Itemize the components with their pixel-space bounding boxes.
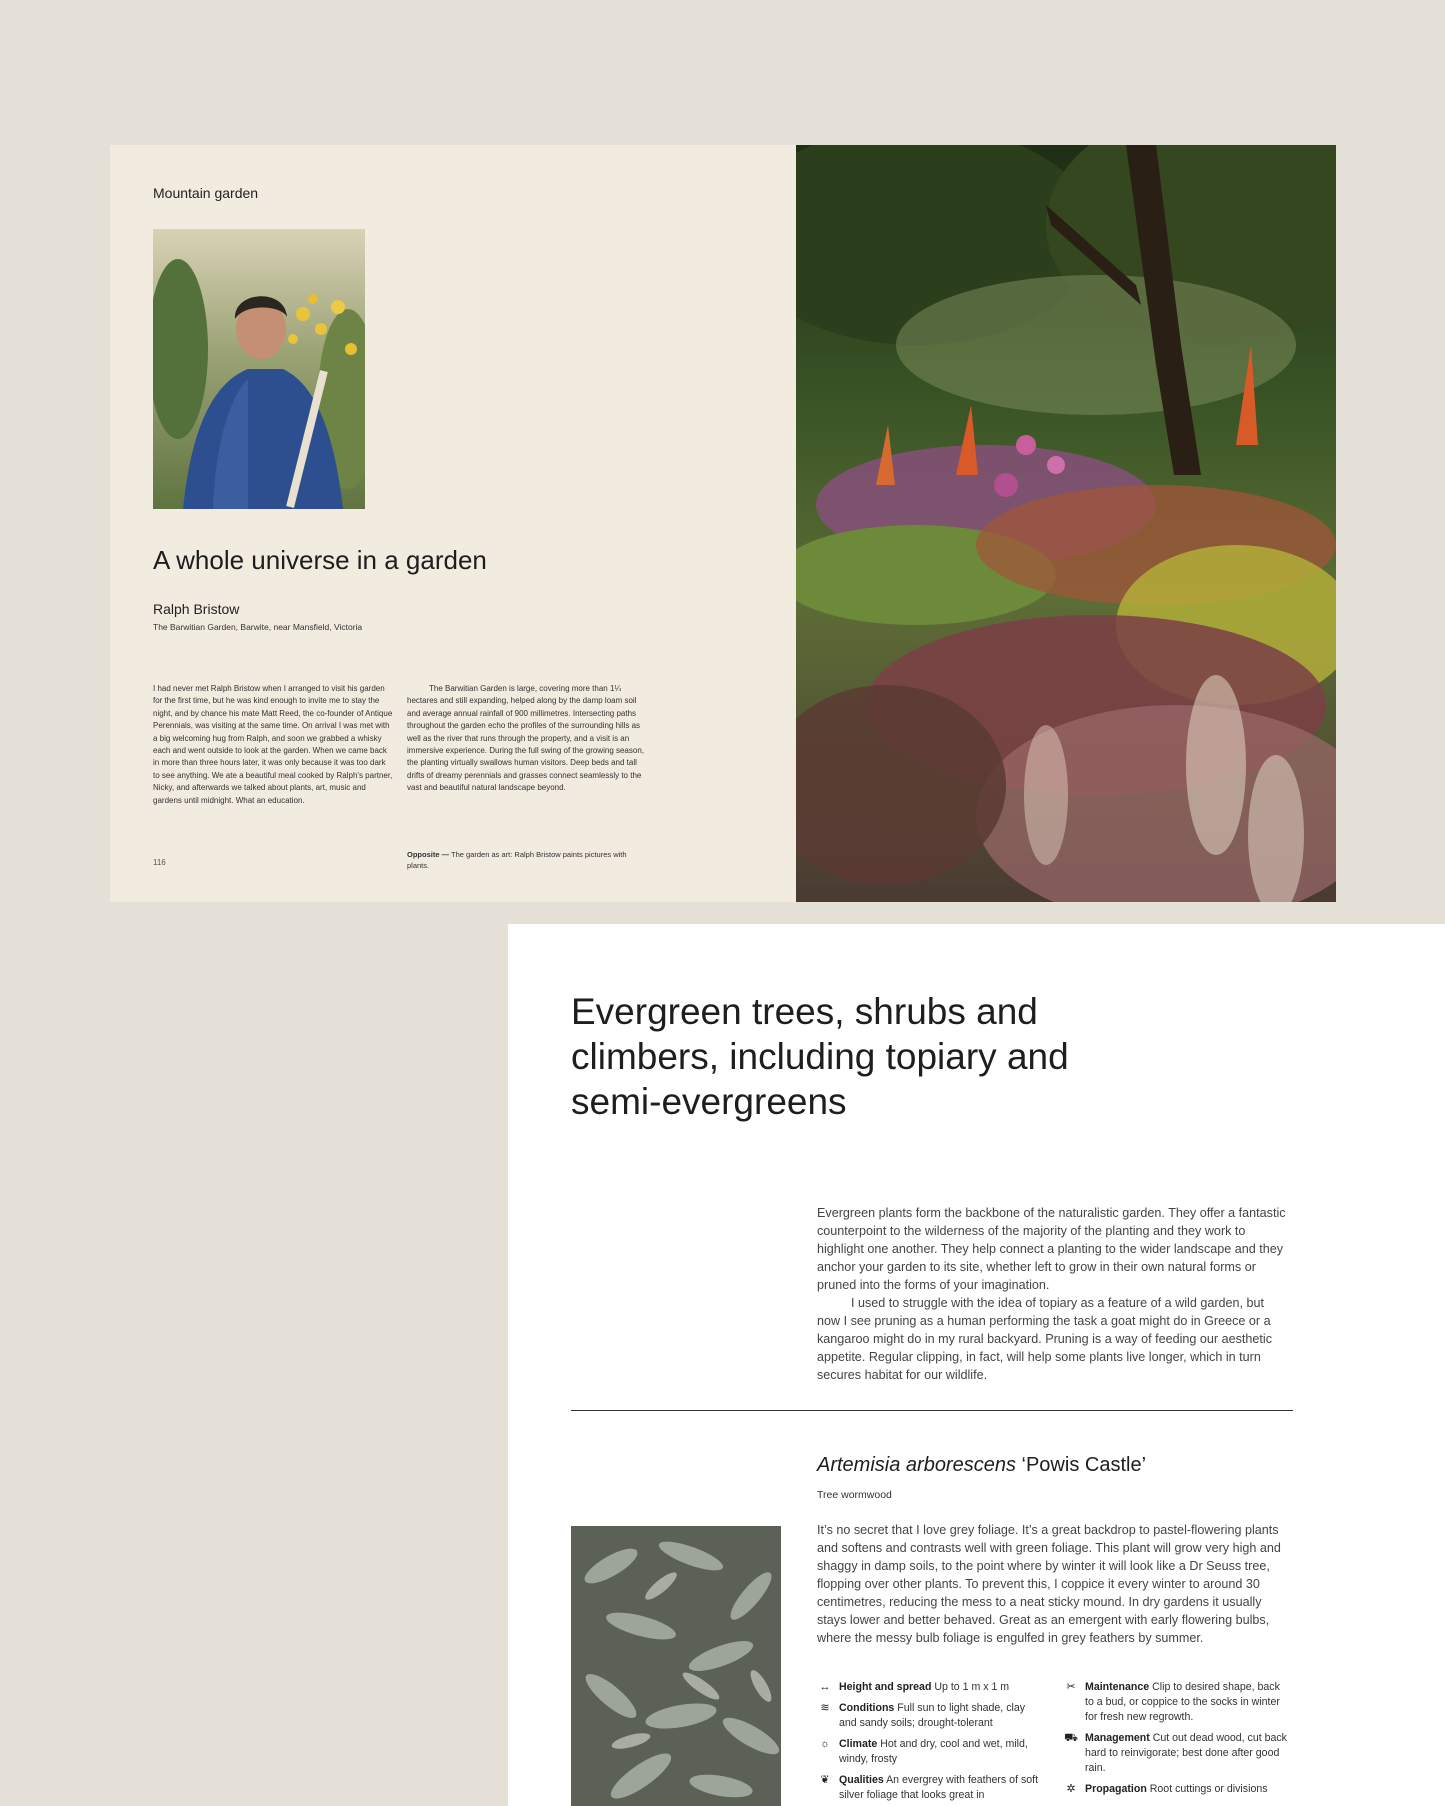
body-column-2: The Barwitian Garden is large, covering more than 1¼ hectares and still expanding, helped along by the damp loam soil and average annual rainfall of 900 millimetres. Intersecting paths throughout the garden echo the profiles of the surrounding hills as well as the river that runs through the property, and a visit is an immersive experience. During the full swing of the growing season, the planting virtually swallows human visitors. Deep beds and tall drifts of dreamy perennials and grasses connect seamlessly to the vast and beautiful natural landscape beyond. <box>407 684 645 793</box>
plant-attributes-left <box>817 1680 1042 1806</box>
plant-attributes-right <box>1063 1680 1288 1803</box>
attr-conditions: ≋ Conditions Full sun to light shade, clay and sandy soils; drought-tolerant <box>817 1701 1042 1731</box>
attr-climate: ☼ Climate Hot and dry, cool and wet, mild, windy, frosty <box>817 1737 1042 1767</box>
attr-maintenance: ✂ Maintenance Clip to desired shape, back to a bud, or coppice to the socks in winter for fresh new regrowth. <box>1063 1680 1288 1725</box>
plant-photo <box>571 1526 781 1806</box>
attr-qualities: ❦ Qualities An evergrey with feathers of soft silver foliage that looks great in <box>817 1773 1042 1803</box>
garden-photo <box>796 145 1336 902</box>
photo-caption <box>407 850 637 871</box>
garden-location: The Barwitian Garden, Barwite, near Mansfield, Victoria <box>153 622 363 632</box>
arrows-icon: ↔ <box>819 1681 831 1693</box>
portrait-photo <box>153 229 365 509</box>
waves-icon: ≋ <box>820 1702 830 1714</box>
author-name: Ralph Bristow <box>153 601 240 617</box>
plant-name <box>817 1454 1146 1477</box>
article-title: A whole universe in a garden <box>153 545 487 575</box>
plant-cultivar: ‘Powis Castle’ <box>1015 1454 1147 1476</box>
attr-management: ⛟ Management Cut out dead wood, cut back hard to reinvigorate; best done after good rain. <box>1064 1732 1287 1774</box>
book-spread-mountain-garden <box>110 145 1336 902</box>
book-page-evergreens <box>508 924 1445 1806</box>
plant-description: It’s no secret that I love grey foliage. It’s a great backdrop to pastel-flowering plants and softens and contrasts well with green foliage. This plant will grow very high and shaggy in damp soils, to the point where by winter it will look like a Dr Seuss tree, flopping over other plants. To prevent this, I coppice it every winter to around 30 centimetres, reducing the mess to a neat sticky mound. In dry gardens it usually stays lower and better behaved. Great as an emergent with early flowering bulbs, where the messy bulb foliage is engulfed in grey feathers by summer. <box>817 1523 1281 1645</box>
seedling-icon: ✲ <box>1066 1783 1076 1795</box>
shears-icon: ✂ <box>1066 1681 1076 1693</box>
caption-text: The garden as art: Ralph Bristow paints pictures with plants. <box>407 850 627 870</box>
sun-icon: ☼ <box>819 1738 831 1750</box>
intro-paragraph-1: Evergreen plants form the backbone of the naturalistic garden. They offer a fantastic counterpoint to the wilderness of the majority of the planting and they work to highlight one another. They help connect a planting to the wider landscape and they anchor your garden to its site, whether left to grow in their own natural forms or pruned into the forms of your imagination. <box>817 1206 1286 1292</box>
leaf-icon: ❦ <box>820 1774 830 1786</box>
boots-icon: ⛟ <box>1064 1732 1078 1744</box>
attr-propagation: ✲ Propagation Root cuttings or divisions <box>1063 1782 1288 1797</box>
plant-common-name: Tree wormwood <box>817 1489 892 1501</box>
intro-text <box>817 1204 1287 1384</box>
divider-rule <box>571 1410 1293 1411</box>
body-column-1: I had never met Ralph Bristow when I arranged to visit his garden for the first time, but he was kind enough to invite me to stay the night, and by chance his mate Matt Reed, the co-founder of Antique Perennials, was visiting at the same time. On arrival I was met with a big welcoming hug from Ralph, and soon we grabbed a whisky each and went outside to look at the garden. When we came back in more than three hours later, it was only because it was too dark to see anything. We ate a beautiful meal cooked by Ralph's partner, Nicky, and afterwards we talked about plants, art, music and gardens until midnight. What an education. <box>153 684 393 805</box>
section-title: Evergreen trees, shrubs and climbers, including topiary and semi-evergreens <box>571 991 1069 1122</box>
caption-label: Opposite — <box>407 850 450 859</box>
page-number: 116 <box>153 858 166 867</box>
running-head: Mountain garden <box>153 185 259 201</box>
intro-paragraph-2: I used to struggle with the idea of topiary as a feature of a wild garden, but now I see pruning as a human performing the task a goat might do in Greece or a kangaroo might do in my rural backyard. Pruning is a way of feeding our aesthetic appetite. Regular clipping, in fact, will help some plants live longer, which in turn secures habitat for our wildlife. <box>817 1296 1273 1382</box>
plant-latin-name: Artemisia arborescens <box>817 1454 1016 1476</box>
attr-height-spread: ↔ Height and spread Up to 1 m x 1 m <box>817 1680 1042 1695</box>
